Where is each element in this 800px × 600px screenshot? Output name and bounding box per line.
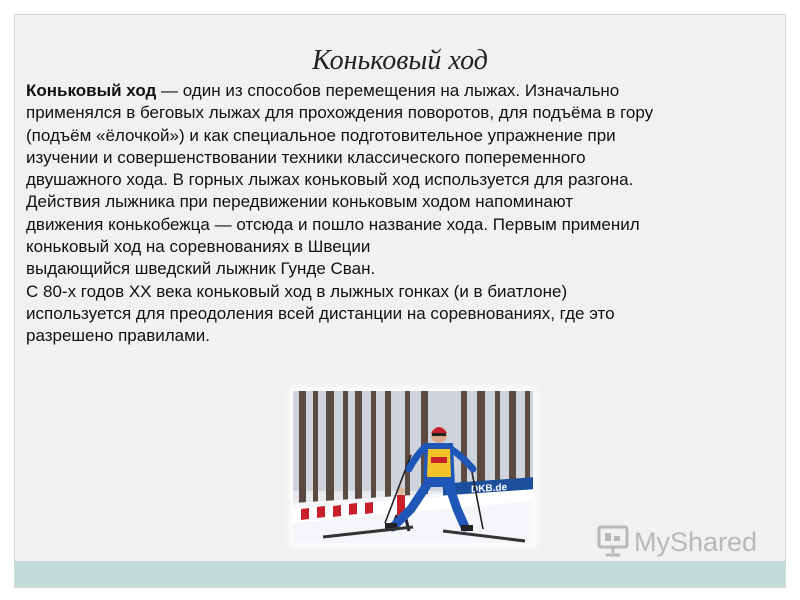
- slide-body-text: [26, 80, 781, 348]
- photo-banner-text: DKB.de: [471, 482, 508, 496]
- body-line-8: коньковый ход на соревнованиях в Швеции: [26, 237, 371, 257]
- body-line-1-rest: — один из способов перемещения на лыжах. Изначально: [156, 81, 620, 100]
- body-line-9: выдающийся шведский лыжник Гунде Сван.: [26, 259, 376, 279]
- body-line-11: используется для преодоления всей дистанции на соревнованиях, где это: [26, 303, 615, 323]
- body-line-3: (подъём «ёлочкой») и как специальное подготовительное упражнение при: [26, 125, 616, 145]
- skier-photo: [293, 391, 533, 543]
- lead-term: Коньковый ход: [26, 81, 157, 100]
- body-line-2: применялся в беговых лыжах для прохождения поворотов, для подъёма в гору: [26, 103, 654, 123]
- skier-photo-illustration: [293, 391, 533, 543]
- body-line-1: [26, 80, 781, 102]
- body-line-10: С 80-х годов XX века коньковый ход в лыжных гонках (и в биатлоне): [26, 281, 568, 301]
- body-line-12: разрешено правилами.: [26, 326, 211, 346]
- body-line-5: двушажного хода. В горных лыжах коньковый ход используется для разгона.: [26, 170, 634, 190]
- slide: [14, 14, 786, 588]
- body-line-4: изучении и совершенствовании техники классического попеременного: [26, 147, 586, 167]
- slide-title: Коньковый ход: [312, 45, 488, 76]
- body-line-7: движения конькобежца — отсюда и пошло название хода. Первым применил: [26, 214, 640, 234]
- presentation-board-icon: [596, 523, 630, 562]
- slide-bottom-bar: [15, 561, 785, 587]
- watermark: [596, 523, 757, 562]
- body-line-6: Действия лыжника при передвижении коньковым ходом напоминают: [26, 192, 573, 212]
- watermark-text: MyShared: [634, 527, 758, 557]
